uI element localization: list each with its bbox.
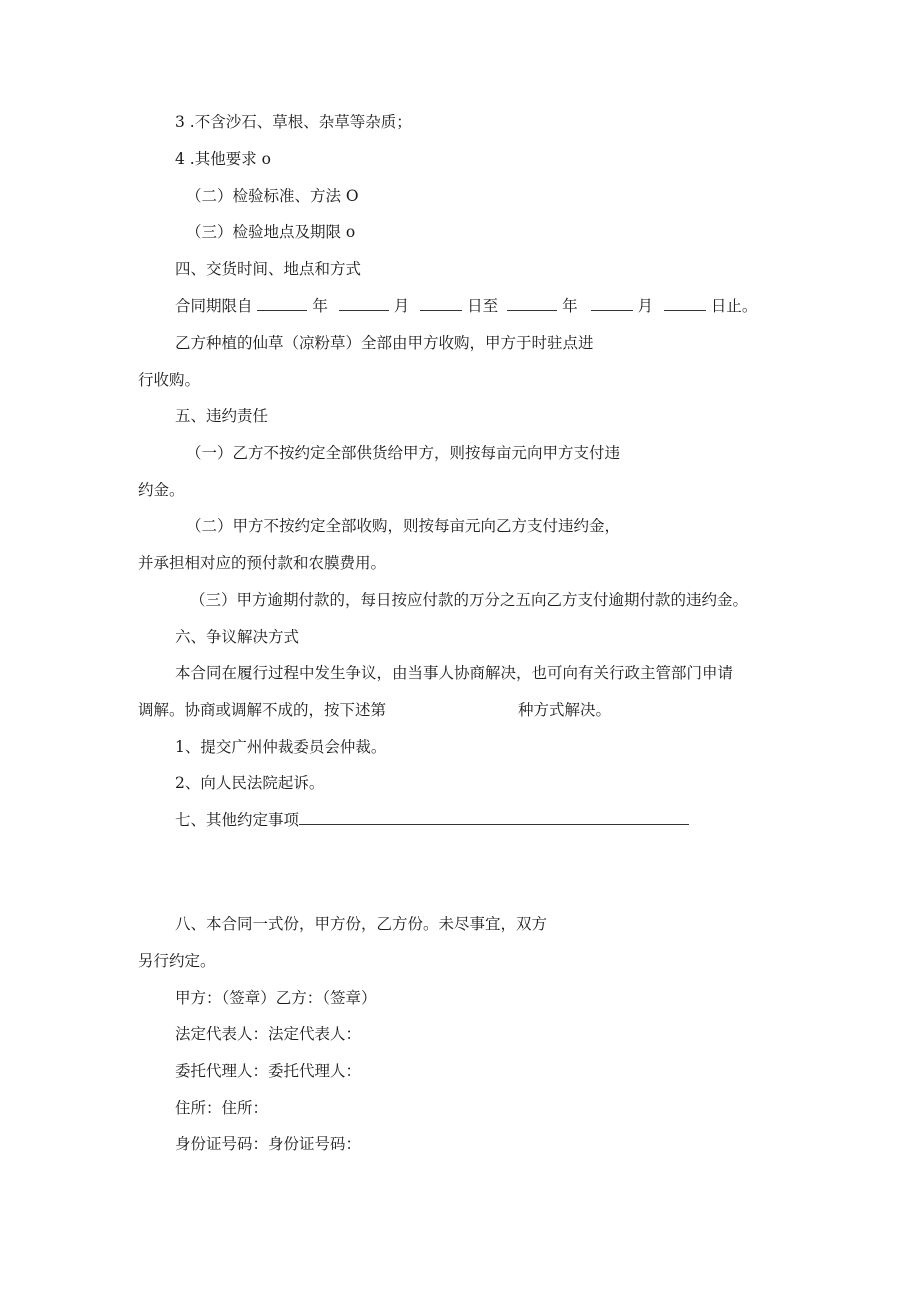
section-6-heading: 六、争议解决方式 (175, 628, 300, 646)
signature-line: 甲方：（签章）乙方：（签章） (175, 989, 377, 1007)
id-number-line: 身份证号码：身份证号码： (175, 1135, 362, 1153)
day-to-label: 日至 (467, 297, 499, 315)
year-label: 年 (312, 297, 328, 315)
inspection-location: （三）检验地点及期限 o (186, 223, 356, 241)
clause-3-no-impurities: 3 .不含沙石、草根、杂草等杂质； (175, 113, 412, 131)
breach-clause-1-cont: 约金。 (138, 481, 185, 499)
address-line: 住所：住所： (175, 1099, 269, 1117)
section-7-line (175, 810, 689, 830)
section-7-heading: 七、其他约定事项 (175, 811, 300, 829)
agent-line: 委托代理人：委托代理人： (175, 1062, 362, 1080)
section-8-clause: 八、本合同一式份，甲方份，乙方份。未尽事宜，双方 (175, 915, 548, 933)
year-label-2: 年 (562, 297, 578, 315)
dispute-clause-cont (138, 700, 611, 720)
legal-rep-line: 法定代表人：法定代表人： (175, 1025, 362, 1043)
day-end-label: 日止。 (710, 297, 758, 315)
purchase-clause: 乙方种植的仙草（凉粉草）全部由甲方收购，甲方于时驻点进 (175, 334, 594, 352)
start-year-blank[interactable] (257, 296, 307, 311)
month-label: 月 (393, 297, 410, 315)
section-8-clause-cont: 另行约定。 (138, 952, 216, 970)
dispute-text-b: 种方式解决。 (518, 701, 612, 719)
end-year-blank[interactable] (507, 296, 557, 311)
breach-clause-2: （二）甲方不按约定全部收购，则按每亩元向乙方支付违约金， (186, 517, 621, 535)
section-5-heading: 五、违约责任 (175, 407, 269, 425)
purchase-clause-cont: 行收购。 (138, 371, 201, 389)
dispute-text-a: 调解。协商或调解不成的，按下述第 (138, 701, 387, 719)
term-label: 合同期限自 (175, 297, 253, 315)
breach-clause-1: （一）乙方不按约定全部供货给甲方，则按每亩元向甲方支付违 (186, 444, 621, 462)
month-label-2: 月 (637, 297, 653, 315)
section-4-heading: 四、交货时间、地点和方式 (175, 260, 362, 278)
start-day-blank[interactable] (420, 296, 462, 311)
other-matters-blank[interactable] (299, 810, 689, 825)
breach-clause-2-cont: 并承担相对应的预付款和农膜费用。 (138, 554, 387, 572)
contract-term-line (175, 296, 757, 316)
end-day-blank[interactable] (664, 296, 706, 311)
breach-clause-3: （三）甲方逾期付款的，每日按应付款的万分之五向乙方支付逾期付款的违约金。 (190, 591, 749, 609)
inspection-standard: （二）检验标准、方法 O (186, 187, 359, 205)
clause-4-other-requirements: 4 .其他要求 o (175, 150, 271, 168)
start-month-blank[interactable] (339, 296, 389, 311)
dispute-option-1: 1、提交广州仲裁委员会仲裁。 (175, 738, 387, 756)
end-month-blank[interactable] (591, 296, 633, 311)
dispute-option-2: 2、向人民法院起诉。 (175, 774, 325, 792)
dispute-clause: 本合同在履行过程中发生争议，由当事人协商解决，也可向有关行政主管部门申请 (175, 664, 734, 682)
